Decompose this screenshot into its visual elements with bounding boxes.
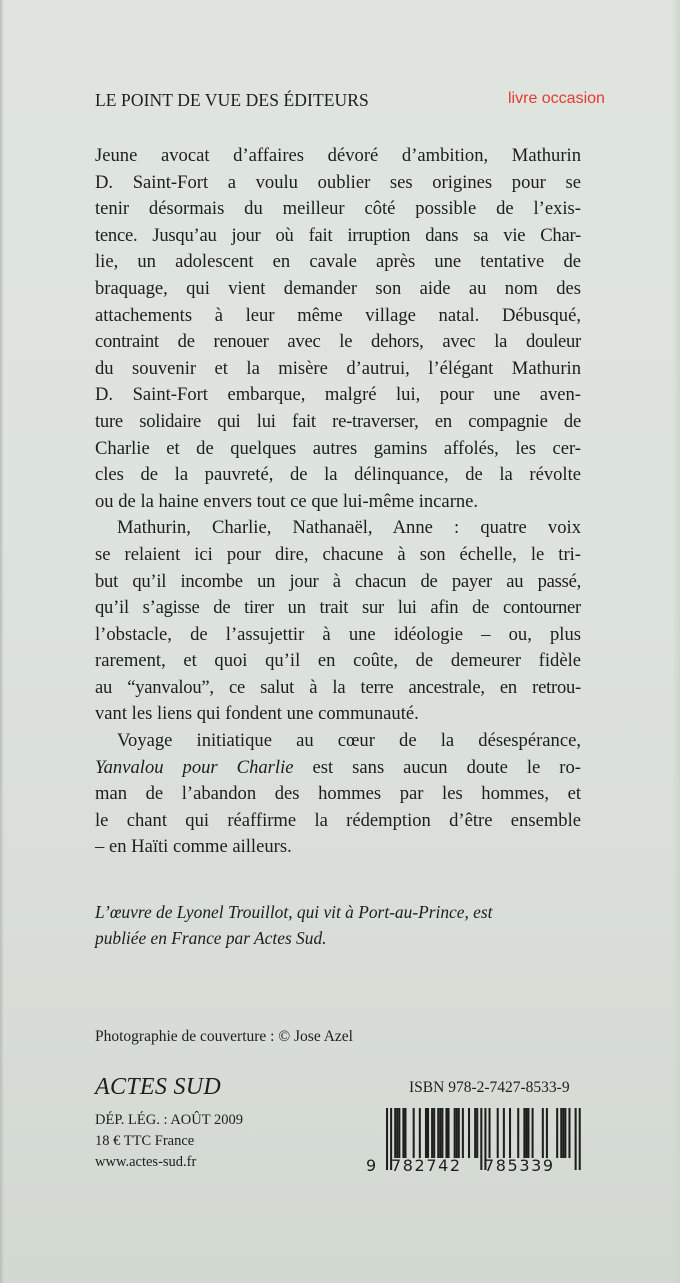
price: 18 € TTC France — [95, 1133, 195, 1149]
blurb-line-text: est sans aucun doute le ro- — [312, 756, 581, 778]
blurb-line: vant les liens qui fondent une communauté. — [95, 703, 419, 725]
blurb-line: but qu’il incombe un jour à chacun de payer au passé, — [95, 570, 581, 592]
blurb-line: rarement, et quoi qu’il en coûte, de demeurer fidèle — [95, 650, 581, 672]
blurb-line: se relaient ici pour dire, chacune à son échelle, le tri- — [95, 543, 581, 565]
legal-info — [95, 1110, 243, 1173]
blurb-line: cles de la pauvreté, de la délinquance, de la révolte — [95, 464, 581, 486]
section-title: LE POINT DE VUE DES ÉDITEURS — [95, 90, 369, 110]
svg-text:9: 9 — [366, 1156, 377, 1174]
author-note-line: L’œuvre de Lyonel Trouillot, qui vit à Port-au-Prince, est — [95, 902, 493, 922]
page-edge-shadow — [0, 0, 4, 1283]
blurb-line: – en Haïti comme ailleurs. — [95, 836, 292, 858]
barcode-icon — [364, 1108, 584, 1174]
blurb-line — [95, 755, 581, 782]
blurb-line: tence. Jusqu’au jour où fait irruption dans sa vie Char- — [95, 224, 581, 246]
publisher-website: www.actes-sud.fr — [95, 1154, 197, 1170]
photo-credit: Photographie de couverture : © Jose Azel — [95, 1028, 353, 1045]
isbn-label: ISBN 978-2-7427-8533-9 — [409, 1079, 570, 1096]
blurb-line: attachements à leur même village natal. Débusqué, — [95, 304, 581, 326]
blurb-line: l’obstacle, de l’assujettir à une idéologie – ou, plus — [95, 623, 581, 645]
blurb-line: qu’il s’agisse de tirer un trait sur lui afin de contourner — [95, 597, 581, 619]
blurb-line: Mathurin, Charlie, Nathanaël, Anne : quatre voix — [117, 517, 581, 539]
blurb-line: man de l’abandon des hommes par les hommes, et — [95, 783, 581, 805]
legal-deposit: DÉP. LÉG. : AOÛT 2009 — [95, 1112, 243, 1128]
used-book-label: livre occasion — [508, 90, 605, 107]
blurb-line: D. Saint-Fort embarque, malgré lui, pour une aven- — [95, 384, 581, 406]
book-title: Yanvalou pour Charlie — [95, 756, 294, 778]
author-note — [95, 899, 575, 951]
blurb-line: Charlie et de quelques autres gamins affolés, les cer- — [95, 437, 581, 459]
svg-text:785339: 785339 — [484, 1156, 555, 1174]
publisher-logo: ACTES SUD — [95, 1074, 222, 1100]
blurb-line: lie, un adolescent en cavale après une tentative de — [95, 251, 581, 273]
ean13-barcode — [364, 1108, 584, 1174]
svg-text:782742: 782742 — [391, 1156, 462, 1174]
blurb-line: au “yanvalou”, ce salut à la terre ancestrale, en retrou- — [95, 676, 581, 698]
blurb-line: Jeune avocat d’affaires dévoré d’ambition, Mathurin — [95, 145, 581, 166]
blurb-line: ture solidaire qui lui fait re-traverser, en compagnie de — [95, 410, 581, 432]
blurb-line: ou de la haine envers tout ce que lui-même incarne. — [95, 490, 479, 512]
blurb-line: Voyage initiatique au cœur de la désespérance, — [117, 730, 581, 752]
blurb-line: le chant qui réaffirme la rédemption d’être ensemble — [95, 809, 581, 831]
blurb-line: contraint de renouer avec le dehors, avec la douleur — [95, 331, 581, 353]
blurb-line: braquage, qui vient demander son aide au nom des — [95, 277, 581, 299]
blurb-line: du souvenir et la misère d’autrui, l’élégant Mathurin — [95, 357, 581, 379]
author-note-line: publiée en France par Actes Sud. — [95, 928, 327, 948]
page-edge-highlight — [672, 0, 680, 1283]
blurb-line: tenir désormais du meilleur côté possible de l’exis- — [95, 198, 581, 220]
back-cover-blurb — [95, 143, 581, 861]
blurb-line: D. Saint-Fort a voulu oublier ses origines pour se — [95, 171, 581, 193]
